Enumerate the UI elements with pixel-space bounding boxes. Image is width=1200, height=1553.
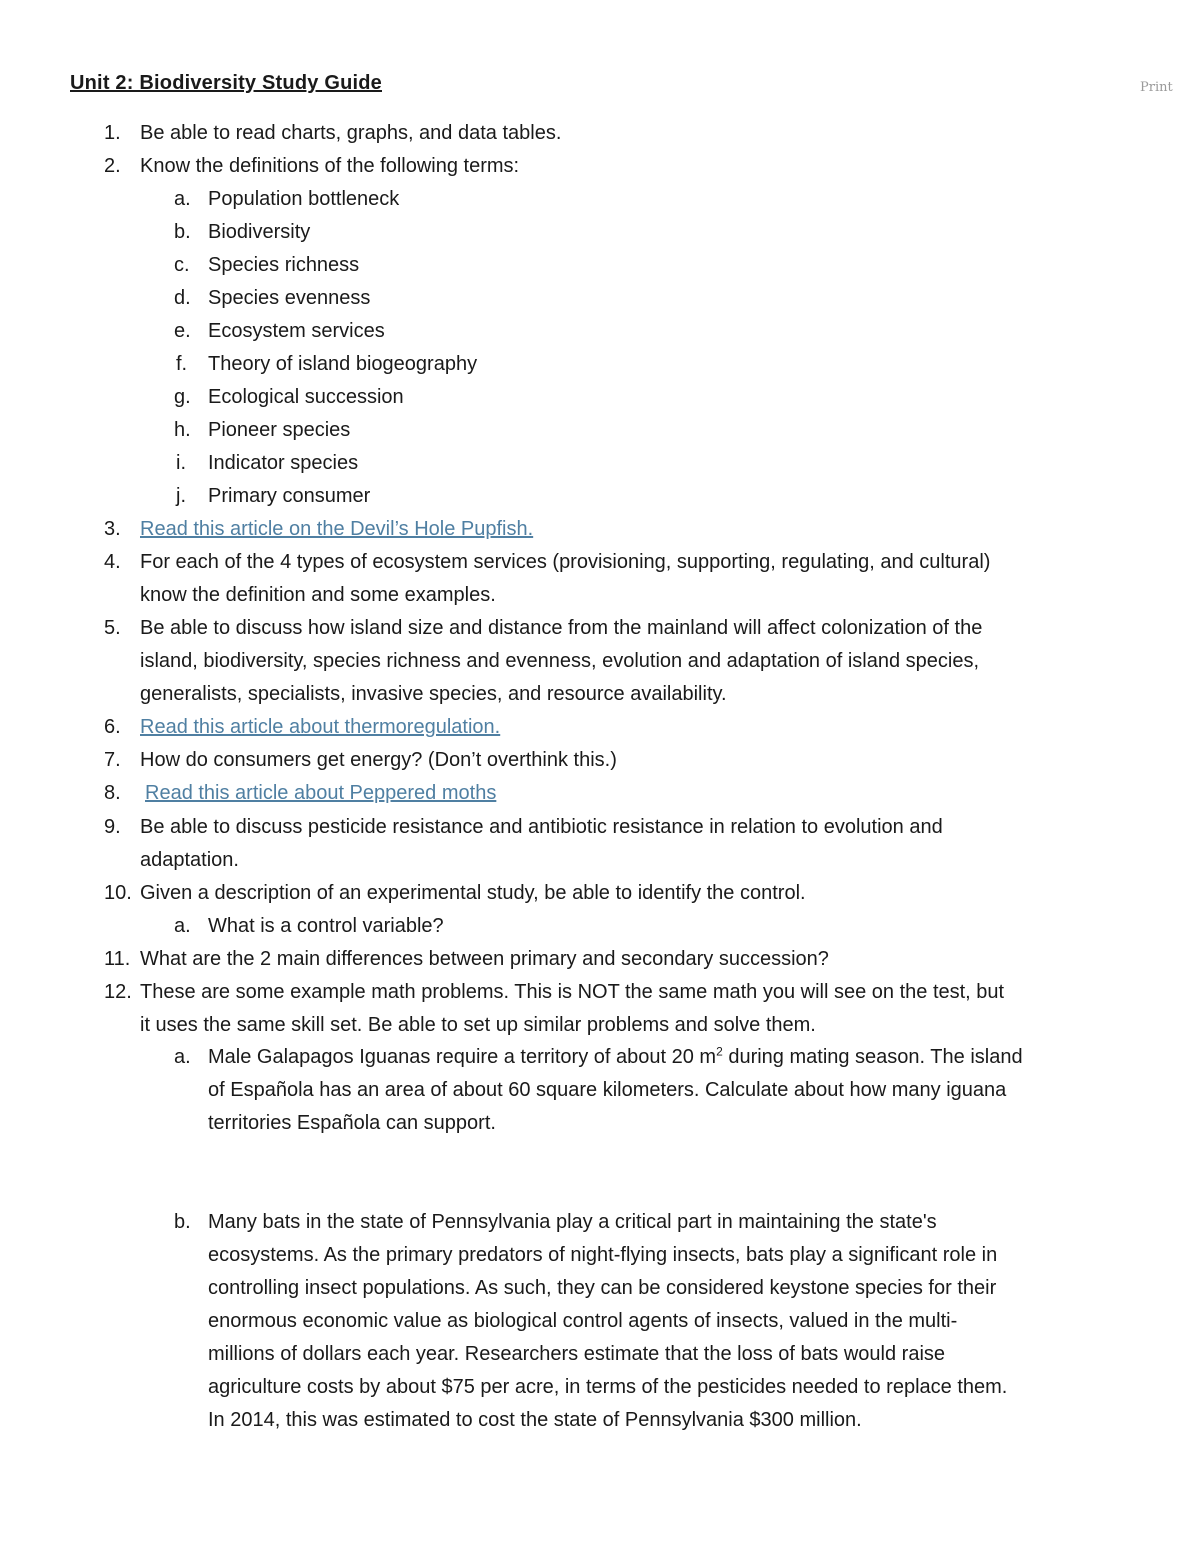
item-number: 8. — [104, 782, 121, 804]
problem-text: Male Galapagos Iguanas require a territory of about 20 $m^2$ during mating season. The island — [208, 1044, 1023, 1068]
term-letter: h. — [174, 419, 191, 441]
item-text: adaptation. — [140, 849, 239, 871]
term-letter: d. — [174, 287, 191, 309]
problem-text: of Española has an area of about 60 square kilometers. Calculate about how many iguana — [208, 1079, 1007, 1101]
term-letter: e. — [174, 320, 191, 342]
problem-text: agriculture costs by about $75 per acre, in terms of the pesticides needed to replace them. — [208, 1376, 1008, 1398]
sub-item-text: What is a control variable? — [208, 915, 444, 937]
item-number: 11. — [104, 948, 131, 970]
term-letter: a. — [174, 188, 191, 210]
problem-text: Many bats in the state of Pennsylvania play a critical part in maintaining the state's — [208, 1211, 937, 1233]
item-number: 6. — [104, 716, 121, 738]
term-text: Theory of island biogeography — [208, 353, 478, 375]
superscript: 2 — [716, 1044, 723, 1059]
item-number: 9. — [104, 816, 121, 838]
term-letter: c. — [174, 254, 190, 276]
item-number: 7. — [104, 749, 121, 771]
term-text: Population bottleneck — [208, 188, 400, 210]
item-text: it uses the same skill set. Be able to set up similar problems and solve them. — [140, 1014, 816, 1036]
peppered-moths-article-link[interactable]: Read this article about Peppered moths — [145, 782, 497, 804]
pupfish-article-link[interactable]: Read this article on the Devil’s Hole Pupfish. — [140, 518, 534, 540]
term-letter: i. — [176, 452, 186, 474]
item-text: Given a description of an experimental study, be able to identify the control. — [140, 882, 806, 904]
thermoregulation-article-link[interactable]: Read this article about thermoregulation. — [140, 716, 501, 738]
item-text: island, biodiversity, species richness and evenness, evolution and adaptation of island species, — [140, 650, 980, 672]
term-text: Biodiversity — [208, 221, 311, 243]
problem-text: territories Española can support. — [208, 1112, 496, 1134]
problem-letter: a. — [174, 1046, 191, 1068]
item-text: Be able to discuss how island size and distance from the mainland will affect colonization of the — [140, 617, 983, 639]
item-text: For each of the 4 types of ecosystem services (provisioning, supporting, regulating, and cultural) — [140, 551, 991, 573]
term-text: Primary consumer — [208, 485, 371, 507]
term-letter: b. — [174, 221, 191, 243]
term-text: Species evenness — [208, 287, 371, 309]
problem-text: ecosystems. As the primary predators of night-flying insects, bats play a significant role in — [208, 1244, 998, 1266]
item-text: Know the definitions of the following terms: — [140, 155, 520, 177]
item-text: Be able to discuss pesticide resistance and antibiotic resistance in relation to evolution and — [140, 816, 943, 838]
problem-letter: b. — [174, 1211, 191, 1233]
problem-text: In 2014, this was estimated to cost the state of Pennsylvania $300 million. — [208, 1409, 862, 1431]
term-text: Indicator species — [208, 452, 359, 474]
item-text: These are some example math problems. This is NOT the same math you will see on the test, but — [140, 981, 1005, 1003]
term-letter: g. — [174, 386, 191, 408]
print-button[interactable]: Print — [1140, 80, 1173, 95]
sub-item-letter: a. — [174, 915, 191, 937]
term-letter: j. — [176, 485, 186, 507]
problem-text: millions of dollars each year. Researchers estimate that the loss of bats would raise — [208, 1343, 946, 1365]
term-text: Species richness — [208, 254, 360, 276]
page-title: Unit 2: Biodiversity Study Guide — [70, 72, 382, 94]
item-number: 1. — [104, 122, 121, 144]
item-number: 12. — [104, 981, 132, 1003]
item-text: Be able to read charts, graphs, and data tables. — [140, 122, 562, 144]
problem-text: enormous economic value as biological control agents of insects, valued in the multi- — [208, 1310, 958, 1332]
item-number: 5. — [104, 617, 121, 639]
term-letter: f. — [176, 353, 188, 375]
item-text: know the definition and some examples. — [140, 584, 496, 606]
item-number: 4. — [104, 551, 121, 573]
problem-text: controlling insect populations. As such, they can be considered keystone species for their — [208, 1277, 997, 1299]
term-text: Ecological succession — [208, 386, 404, 408]
item-text: What are the 2 main differences between primary and secondary succession? — [140, 948, 829, 970]
term-text: Pioneer species — [208, 419, 351, 441]
term-text: Ecosystem services — [208, 320, 385, 342]
item-number: 3. — [104, 518, 121, 540]
item-text: generalists, specialists, invasive species, and resource availability. — [140, 683, 727, 705]
item-number: 2. — [104, 155, 121, 177]
item-text: How do consumers get energy? (Don’t overthink this.) — [140, 749, 617, 771]
item-number: 10. — [104, 882, 132, 904]
